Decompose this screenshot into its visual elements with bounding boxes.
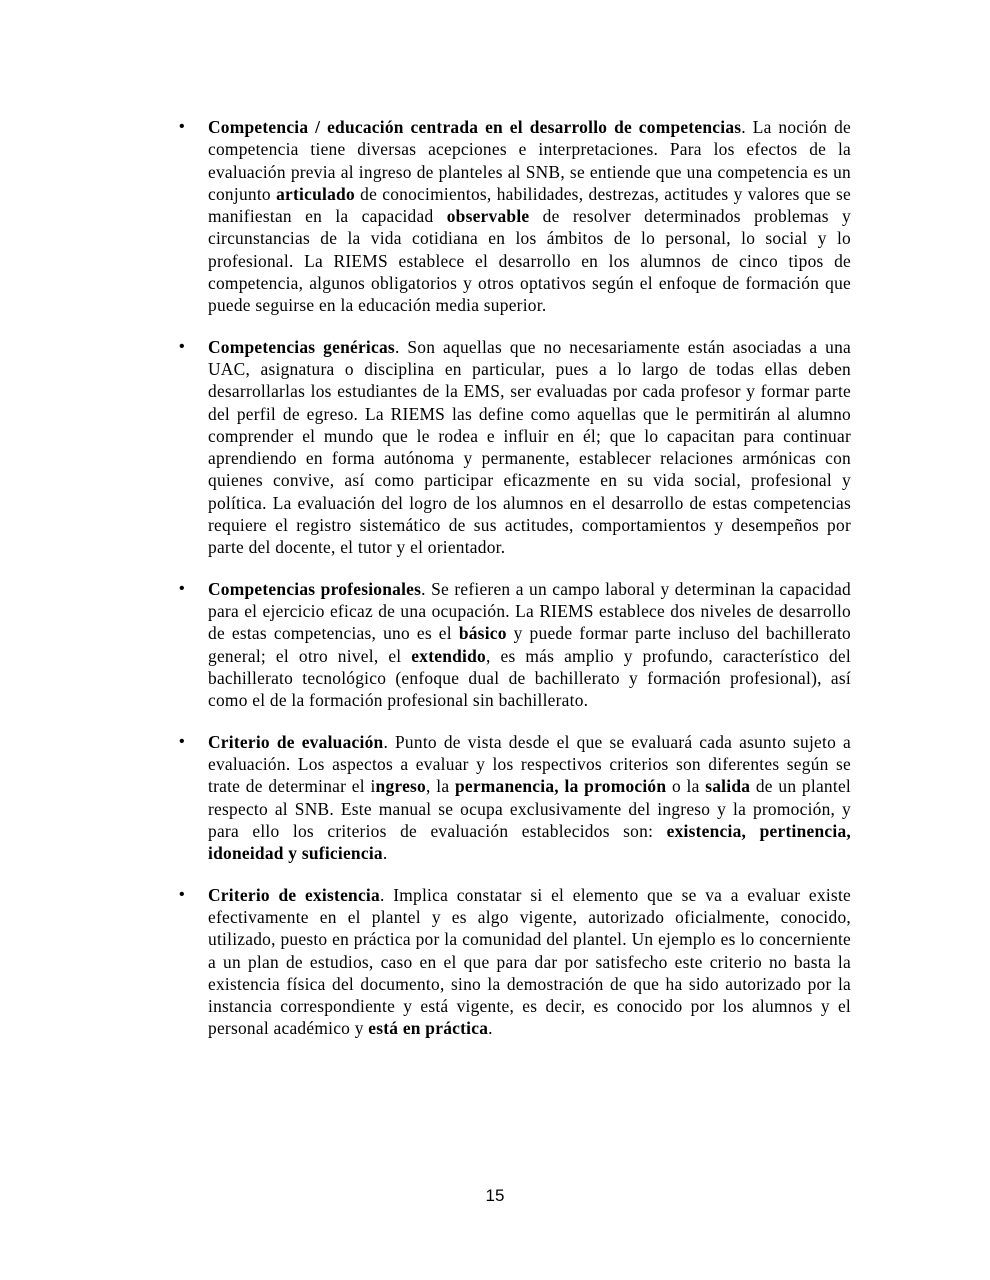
entry-text: . La noción de competencia tiene diversas acepciones e interpretaciones. Para los efectos de la evaluación previa al ingreso de planteles al SNB, se entiende que una competencia es un conjunto [208,117,851,204]
entry-text: . Punto de vista desde el que se evaluará cada asunto sujeto a evaluación. Los aspectos a evaluar y los respectivos criterios son diferentes según se trate de determinar el i [208,731,851,797]
entry-text: , es más amplio y profundo, característico del bachillerato tecnológico (enfoque dual de bachillerato y formación profesional), así como el de la formación profesional sin bachillerato. [208,645,851,710]
bold-term: Competencia / educación centrada en el desarrollo de competencias [208,117,742,137]
entry-text: . Implica constatar si el elemento que se va a evaluar existe efectivamente en el plantel y es algo vigente, autorizado oficialmente, conocido, utilizado, puesto en práctica por la comunidad del plantel. Un ejemplo es lo concerniente a un plan de estudios, caso en el que para dar por satisfecho este criterio no basta la existencia física del documento, sino la demostración de que ha sido autorizado por la instancia correspondiente y está vigente, es decir, es conocido por los alumnos y el personal académico y [208,884,851,1039]
entry-text: . Son aquellas que no necesariamente están asociadas a una UAC, asignatura o disciplina en particular, pues a lo largo de todas ellas deben desarrollarlas los estudiantes de la EMS, ser evaluadas por cada profesor y formar parte del perfil de egreso. La RIEMS las define como aquellas que le permitirán al alumno comprender el mundo que le rodea e influir en él; que lo capacitan para continuar aprendiendo en forma autónoma y permanente, establecer relaciones armónicas con quienes convive, así como participar eficazmente en su vida social, profesional y política. La evaluación del logro de los alumnos en el desarrollo de estas competencias requiere el registro sistemático de sus actitudes, comportamientos y desempeños por parte del docente, el tutor y el orientador. [208,336,851,557]
glossary-entry [208,116,851,316]
bold-term: básico [458,623,507,644]
entry-text: . [382,843,388,863]
entry-text: y puede formar parte incluso del bachillerato general; el otro nivel, el [208,623,851,666]
bold-term: Competencias profesionales [208,578,422,599]
entry-text: . Se refieren a un campo laboral y determinan la capacidad para el ejercicio eficaz de una ocupación. La RIEMS establece dos niveles de desarrollo de estas competencias, uno es el [208,578,851,644]
bold-term: existencia, pertinencia, idoneidad y suficiencia [208,820,851,863]
bold-term: permanencia, la promoción [454,776,667,797]
glossary-entry [208,578,851,712]
bold-term: está en práctica [368,1018,489,1039]
entry-text: de conocimientos, habilidades, destrezas, actitudes y valores que se manifiestan en la capacidad [208,183,851,226]
bold-term: Criterio de evaluación [208,731,384,752]
entry-text: o la [666,776,706,797]
bold-term: salida [705,776,751,797]
glossary-entry [208,884,851,1040]
bold-term: extendido [411,645,486,666]
entry-text: de un plantel respecto al SNB. Este manual se ocupa exclusivamente del ingreso y la promoción, y para ello los criterios de evaluación establecidos son: [208,776,852,841]
bold-term: Criterio de existencia [208,884,380,905]
glossary-entry [208,336,851,559]
bold-term: Competencias genéricas [208,336,395,357]
entry-text: , la [426,776,455,797]
bold-term: articulado [276,183,355,204]
bold-term: observable [446,206,530,226]
entry-text: de resolver determinados problemas y circunstancias de la vida cotidiana en los ámbitos de lo personal, lo social y lo profesional. La RIEMS establece el desarrollo en los alumnos de cinco tipos de competencia, algunos obligatorios y otros optativos según el enfoque de formación que puede seguirse en la educación media superior. [208,206,851,315]
entry-text: . [488,1018,493,1039]
glossary-entry [208,731,851,865]
bold-term: ngreso [375,776,427,797]
page-number: 15 [485,1186,505,1205]
glossary-list [208,116,851,1059]
